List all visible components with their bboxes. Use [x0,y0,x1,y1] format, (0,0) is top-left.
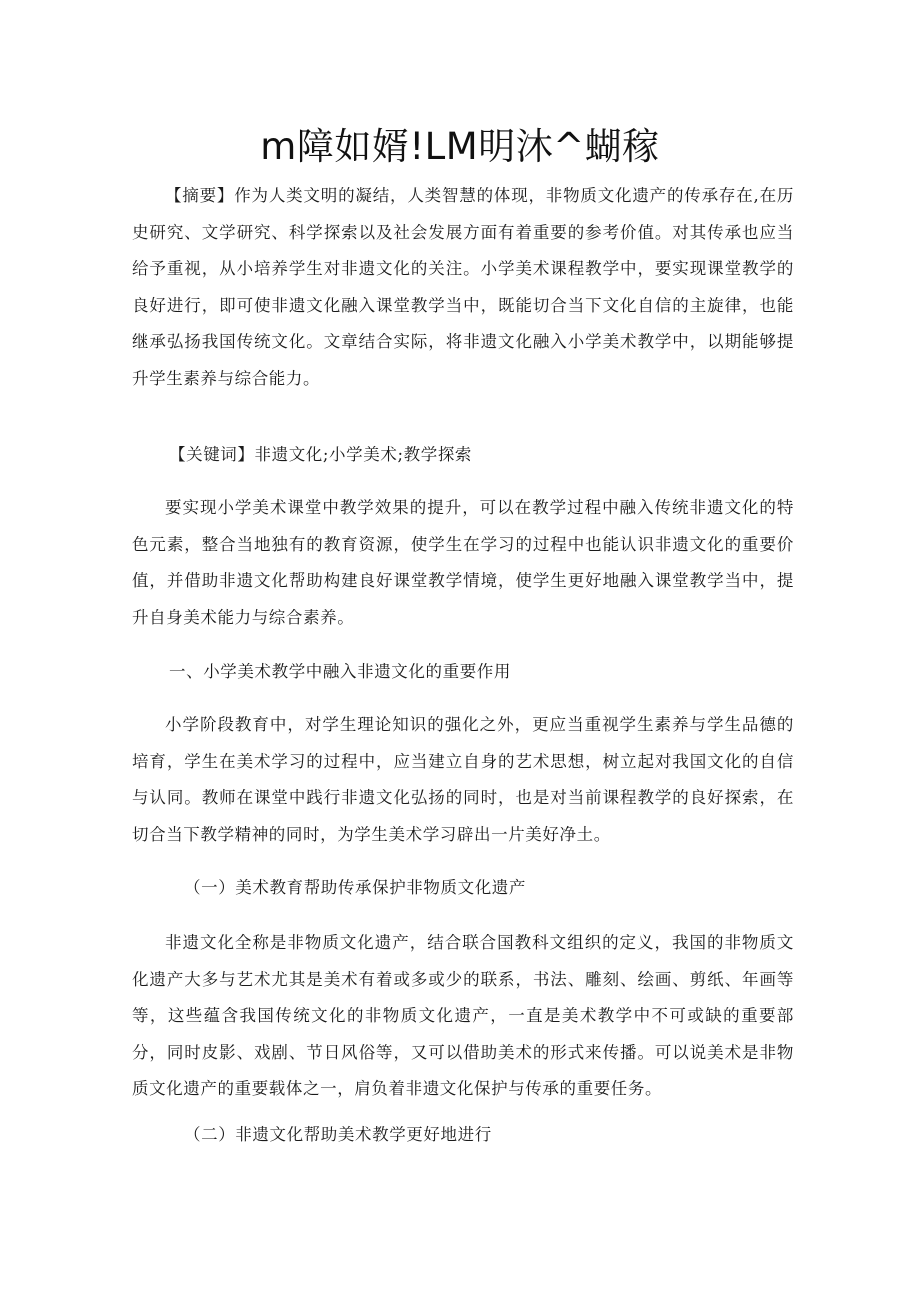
document-title: m障如婿!LM明沐^蝴稼 [260,125,660,168]
subsection-1-paragraph: 非遗文化全称是非物质文化遗产，结合联合国教科文组织的定义，我国的非物质文化遗产大多与艺术尤其是美术有着或多或少的联系，书法、雕刻、绘画、剪纸、年画等等，这些蕴含我国传统文化的非物质文化遗产，一直是美术教学中不可或缺的重要部分，同时皮影、戏剧、节日风俗等，又可以借助美术的形式来传播。可以说美术是非物质文化遗产的重要载体之一，肩负着非遗文化保护与传承的重要任务。 [132,933,794,1098]
subsection-heading-2: （二）非遗文化帮助美术教学更好地进行 [184,1125,492,1144]
abstract-paragraph: 【摘要】作为人类文明的凝结，人类智慧的体现，非物质文化遗产的传承存在,在历史研究、文学研究、科学探索以及社会发展方面有着重要的参考价值。对其传承也应当给予重视，从小培养学生对非遗文化的关注。小学美术课程教学中，要实现课堂教学的良好进行，即可使非遗文化融入课堂教学当中，既能切合当下文化自信的主旋律，也能继承弘扬我国传统文化。文章结合实际，将非遗文化融入小学美术教学中，以期能够提升学生素养与综合能力。 [132,186,794,388]
keywords-line: 【关键词】非遗文化;小学美术;教学探索 [169,445,473,464]
intro-paragraph: 要实现小学美术课堂中教学效果的提升，可以在教学过程中融入传统非遗文化的特色元素，整合当地独有的教育资源，使学生在学习的过程中也能认识非遗文化的重要价值，并借助非遗文化帮助构建良好课堂教学情境，使学生更好地融入课堂教学当中，提升自身美术能力与综合素养。 [132,498,794,627]
section-1-paragraph: 小学阶段教育中，对学生理论知识的强化之外，更应当重视学生素养与学生品德的培育，学生在美术学习的过程中，应当建立自身的艺术思想，树立起对我国文化的自信与认同。教师在课堂中践行非遗文化弘扬的同时，也是对当前课程教学的良好探索，在切合当下教学精神的同时，为学生美术学习辟出一片美好净土。 [132,715,794,844]
section-heading-1: 一、小学美术教学中融入非遗文化的重要作用 [169,662,511,681]
subsection-heading-1: （一）美术教育帮助传承保护非物质文化遗产 [184,878,526,897]
